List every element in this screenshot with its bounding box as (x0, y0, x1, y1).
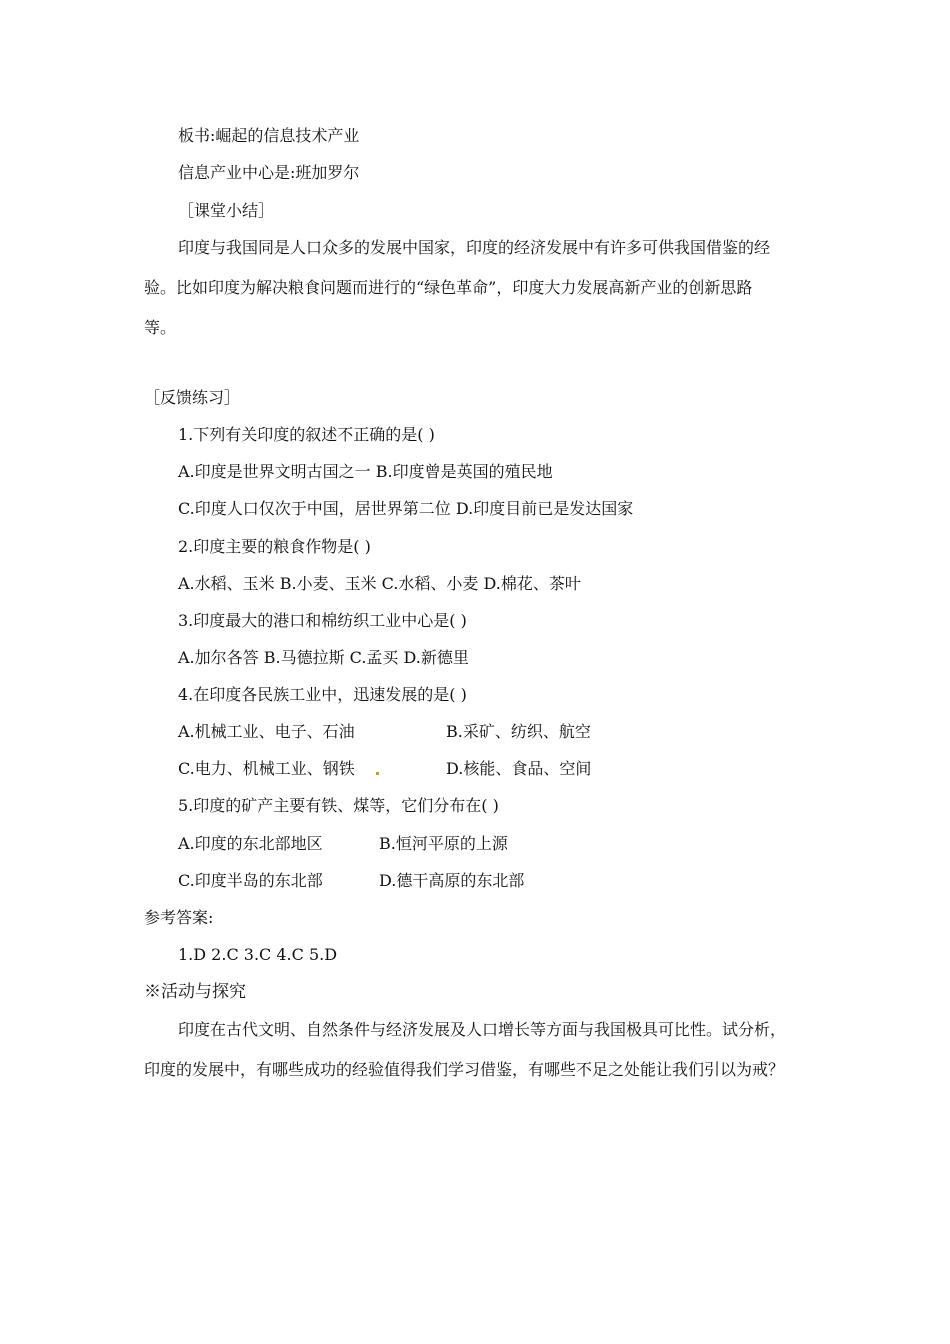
activity-paragraph-line-1: 印度在古代文明、自然条件与经济发展及人口增长等方面与我国极具可比性。试分析， (178, 1020, 787, 1039)
question-1-options-line-2: C.印度人口仅次于中国，居世界第二位 D.印度目前已是发达国家 (178, 499, 634, 518)
question-2-options: A.水稻、玉米 B.小麦、玉米 C.水稻、小麦 D.棉花、茶叶 (178, 574, 581, 593)
stray-mark (376, 772, 379, 775)
question-5-option-b: B.恒河平原的上源 (379, 834, 508, 853)
board-title: 板书:崛起的信息技术产业 (178, 126, 360, 145)
summary-paragraph-line-2: 验。比如印度为解决粮食问题而进行的“绿色革命”，印度大力发展高新产业的创新思路 (144, 278, 753, 297)
answers-values: 1.D 2.C 3.C 4.C 5.D (178, 945, 338, 964)
question-4-option-d: D.核能、食品、空间 (446, 759, 592, 778)
question-5-option-a: A.印度的东北部地区 (178, 834, 323, 853)
question-1-options-line-1: A.印度是世界文明古国之一 B.印度曾是英国的殖民地 (178, 462, 553, 481)
question-4-option-a: A.机械工业、电子、石油 (178, 722, 355, 741)
question-4-option-c: C.电力、机械工业、钢铁 (178, 759, 355, 778)
board-center: 信息产业中心是:班加罗尔 (178, 163, 360, 182)
summary-paragraph-line-3: 等。 (144, 318, 177, 337)
question-2-stem: 2.印度主要的粮食作物是( ) (178, 537, 371, 556)
question-3-stem: 3.印度最大的港口和棉纺织工业中心是( ) (178, 611, 467, 630)
feedback-heading: ［反馈练习］ (144, 388, 241, 407)
activity-heading: ※活动与探究 (144, 982, 246, 1002)
question-5-option-c: C.印度半岛的东北部 (178, 871, 323, 890)
answers-label: 参考答案: (144, 908, 214, 927)
question-5-option-d: D.德干高原的东北部 (379, 871, 525, 890)
question-5-stem: 5.印度的矿产主要有铁、煤等，它们分布在( ) (178, 796, 499, 815)
question-4-stem: 4.在印度各民族工业中，迅速发展的是( ) (178, 685, 467, 704)
question-3-options: A.加尔各答 B.马德拉斯 C.孟买 D.新德里 (178, 648, 469, 667)
question-1-stem: 1.下列有关印度的叙述不正确的是( ) (178, 425, 435, 444)
activity-paragraph-line-2: 印度的发展中，有哪些成功的经验值得我们学习借鉴，有哪些不足之处能让我们引以为戒？ (144, 1060, 785, 1079)
question-4-option-b: B.采矿、纺织、航空 (446, 722, 591, 741)
summary-heading: ［课堂小结］ (178, 201, 275, 220)
summary-paragraph-line-1: 印度与我国同是人口众多的发展中国家，印度的经济发展中有许多可供我国借鉴的经 (178, 238, 771, 257)
